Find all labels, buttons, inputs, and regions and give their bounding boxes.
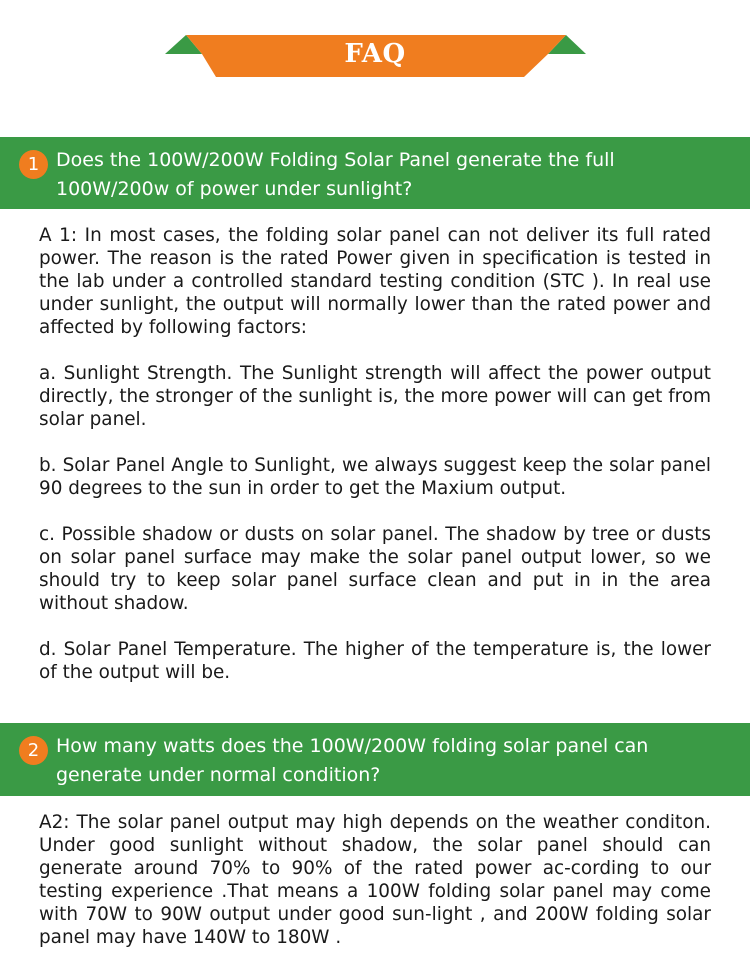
question-number-badge: 1 <box>19 150 48 179</box>
answer-paragraph: A2: The solar panel output may high depends on the weather conditon. Under good sunlight without shadow, the solar panel should can generate around 70% to 90% of the rated power ac-cording to our testing experience .That means a 100W folding solar panel may come with 70W to 90W output under good sun-light , and 200W folding solar panel may have 140W to 180W . <box>39 812 711 948</box>
answer-paragraph: d. Solar Panel Temperature. The higher of the temperature is, the lower of the output will be. <box>39 639 711 683</box>
faq-answer-1 <box>39 224 711 684</box>
question-number-badge: 2 <box>19 736 48 765</box>
answer-paragraph: A 1: In most cases, the folding solar panel can not deliver its full rated power. The reason is the rated Power given in specification is tested in the lab under a controlled standard testing condition (STC ). In real use under sunlight, the output will normally lower than the rated power and affected by following factors: <box>39 225 711 338</box>
faq-banner <box>0 0 750 110</box>
faq-question-1 <box>0 137 750 209</box>
faq-question-2 <box>0 723 750 796</box>
question-text: How many watts does the 100W/200W folding solar panel can generate under normal condition? <box>56 735 649 786</box>
question-text: Does the 100W/200W Folding Solar Panel generate the full 100W/200w of power under sunlight? <box>56 149 615 200</box>
page-title: FAQ <box>344 39 406 69</box>
answer-paragraph: b. Solar Panel Angle to Sunlight, we always suggest keep the solar panel 90 degrees to the sun in order to get the Maxium output. <box>39 455 711 499</box>
answer-paragraph: c. Possible shadow or dusts on solar panel. The shadow by tree or dusts on solar panel surface may make the solar panel output lower, so we should try to keep solar panel surface clean and put in in the area without shadow. <box>39 524 711 614</box>
faq-answer-2 <box>39 811 711 949</box>
answer-paragraph: a. Sunlight Strength. The Sunlight strength will affect the power output directly, the stronger of the sunlight is, the more power will can get from solar panel. <box>39 363 711 430</box>
